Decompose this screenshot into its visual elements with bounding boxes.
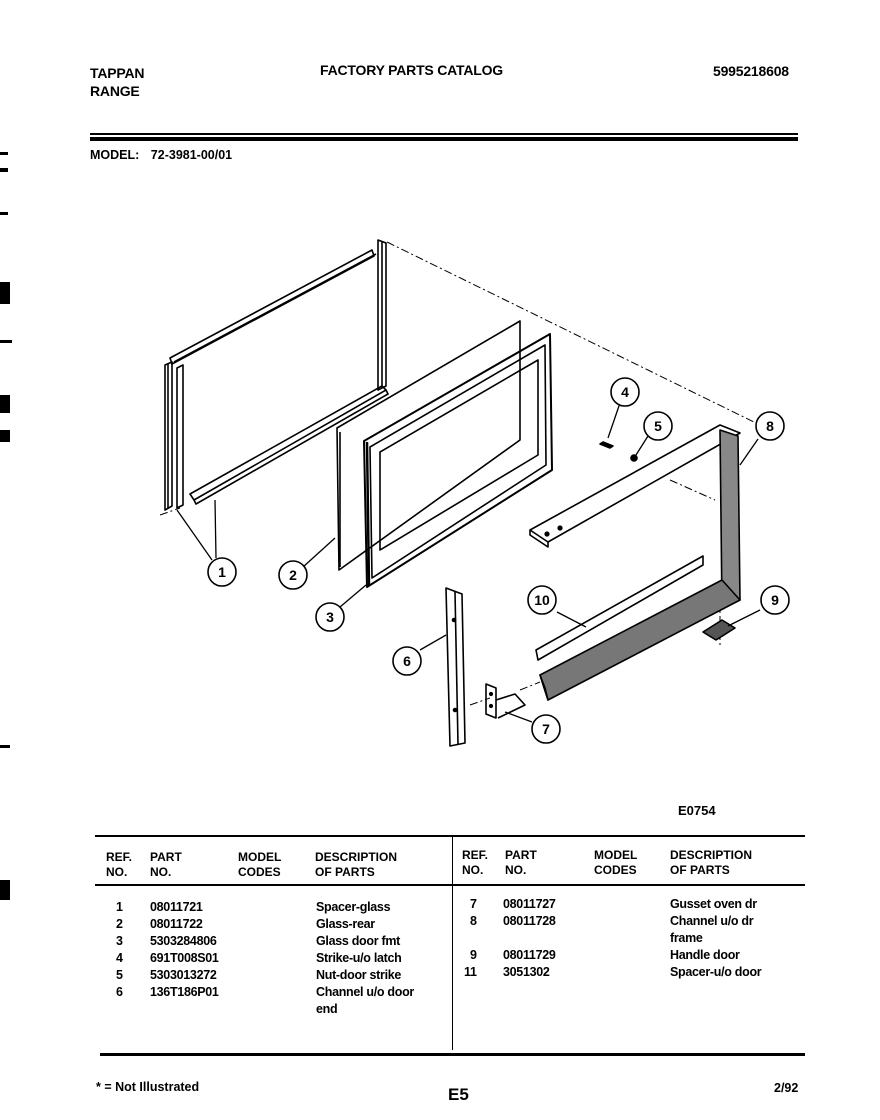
model-label: MODEL:: [90, 148, 140, 162]
part-no: 08011727: [503, 897, 556, 911]
description: Handle door: [670, 948, 740, 962]
ref-no: 1: [116, 900, 123, 914]
model-value: 72-3981-00/01: [150, 148, 233, 162]
part-no: 5303013272: [150, 968, 217, 982]
callout-7: 7: [542, 721, 550, 737]
callout-10: 10: [534, 592, 550, 608]
header-description-right: DESCRIPTION OF PARTS: [670, 848, 753, 877]
description: Spacer-u/o door: [670, 965, 762, 979]
catalog-number: 5995218608: [713, 63, 789, 79]
ref-no: 7: [470, 897, 477, 911]
header-ref-no-right: REF. NO.: [462, 848, 489, 877]
part-1-spacer-glass: [165, 240, 388, 510]
header-part-no-right: PART NO.: [505, 848, 537, 877]
description: Nut-door strike: [316, 968, 402, 982]
catalog-title: FACTORY PARTS CATALOG: [320, 62, 503, 78]
callout-9: 9: [771, 592, 779, 608]
ref-no: 6: [116, 985, 123, 999]
header-part-no: PART NO.: [150, 850, 182, 879]
revision-date: 2/92: [774, 1081, 799, 1095]
part-no: 08011721: [150, 900, 203, 914]
ref-no: 3: [116, 934, 123, 948]
scan-edge-mark: [0, 880, 10, 900]
part-3-glass-door-front: [364, 334, 552, 587]
description: Channel u/o dr: [670, 914, 754, 928]
table-header-rule: [95, 884, 805, 886]
page-number: E5: [448, 1085, 469, 1104]
description-continued: end: [316, 1002, 338, 1016]
table-column-divider: [452, 837, 453, 1050]
ref-no: 9: [470, 948, 477, 962]
part-no: 08011728: [503, 914, 556, 928]
callout-5: 5: [654, 418, 662, 434]
part-no: 08011722: [150, 917, 203, 931]
part-7-gusset: [486, 684, 525, 718]
brand-name: TAPPAN: [90, 65, 145, 81]
ref-no: 5: [116, 968, 123, 982]
not-illustrated-note: * = Not Illustrated: [96, 1080, 200, 1094]
callout-3: 3: [326, 609, 334, 625]
part-no: 08011729: [503, 948, 556, 962]
product-type: RANGE: [90, 83, 140, 99]
description: Gusset oven dr: [670, 897, 757, 911]
part-no: 691T008S01: [150, 951, 219, 965]
description-continued: frame: [670, 931, 703, 945]
callout-1: 1: [218, 564, 226, 580]
callout-4: 4: [621, 384, 629, 400]
description: Glass-rear: [316, 917, 375, 931]
callout-2: 2: [289, 567, 297, 583]
ref-no: 4: [116, 951, 123, 965]
ref-no: 11: [464, 965, 477, 979]
part-no: 136T186P01: [150, 985, 219, 999]
description: Channel u/o door: [316, 985, 414, 999]
ref-no: 8: [470, 914, 477, 928]
table-bottom-rule: [100, 1053, 805, 1056]
ref-no: 2: [116, 917, 123, 931]
part-5-nut: [631, 455, 637, 461]
part-6-channel-end: [446, 588, 465, 746]
figure-id: E0754: [678, 803, 716, 818]
part-no: 3051302: [503, 965, 550, 979]
part-8-channel-frame: [530, 425, 740, 700]
description: Strike-u/o latch: [316, 951, 402, 965]
header-model-codes: MODEL CODES: [238, 850, 282, 879]
header-ref-no: REF. NO.: [106, 850, 133, 879]
callout-6: 6: [403, 653, 411, 669]
header-model-codes-right: MODEL CODES: [594, 848, 638, 877]
part-no: 5303284806: [150, 934, 217, 948]
callout-8: 8: [766, 418, 774, 434]
callout-circles: [208, 378, 789, 743]
part-9-handle: [703, 620, 735, 640]
description: Spacer-glass: [316, 900, 391, 914]
description: Glass door fmt: [316, 934, 401, 948]
table-top-rule: [95, 835, 805, 837]
part-4-strike-latch: [600, 442, 613, 448]
header-description: DESCRIPTION OF PARTS: [315, 850, 398, 879]
